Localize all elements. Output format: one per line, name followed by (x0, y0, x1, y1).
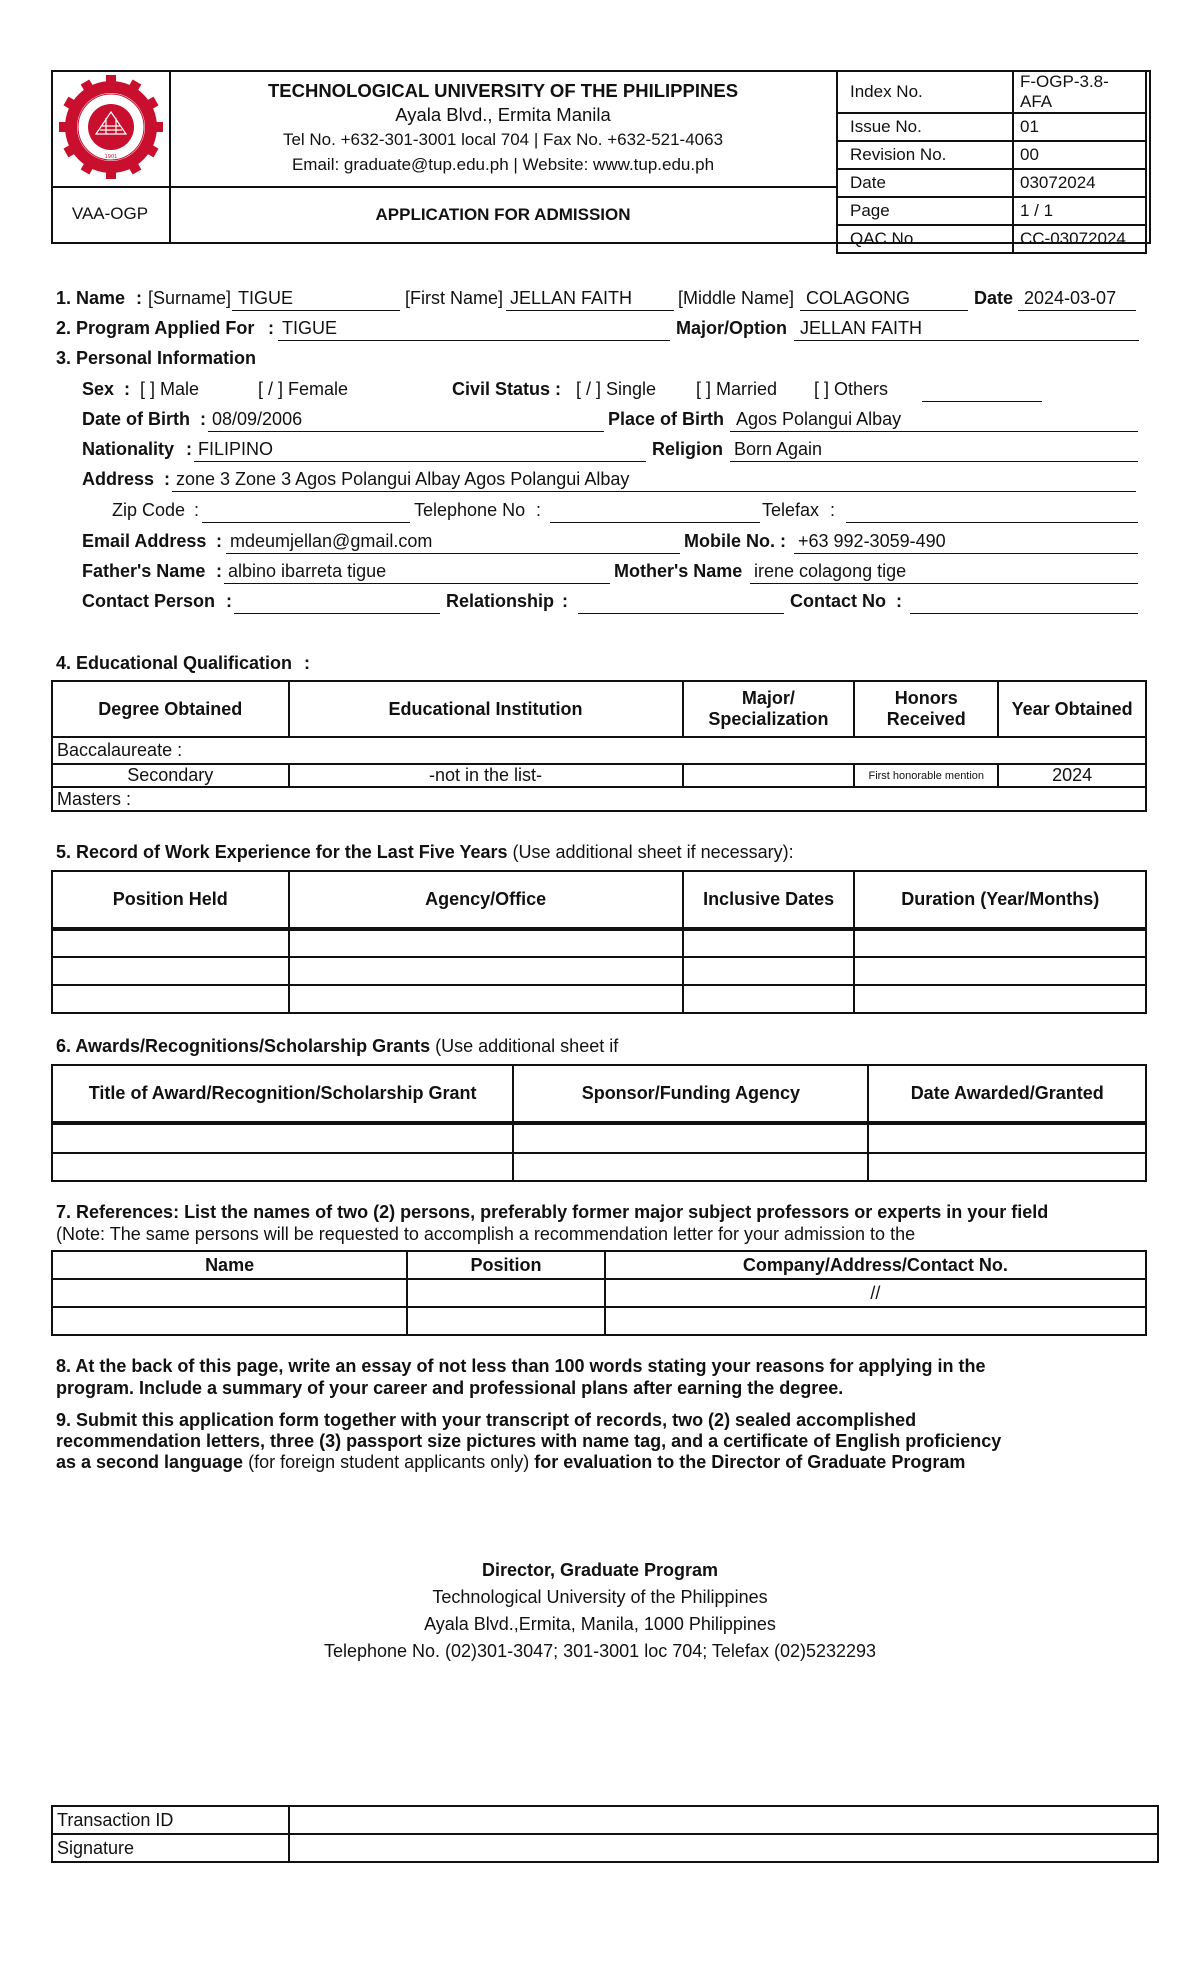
education-label: 4. Educational Qualification (56, 653, 293, 673)
major-option-value[interactable]: JELLAN FAITH (800, 318, 923, 338)
name-label: 1. Name (56, 288, 126, 308)
first-name-value[interactable]: JELLAN FAITH (510, 288, 633, 308)
header-row-divider (51, 186, 837, 188)
doc-info-label: Revision No. (837, 141, 1013, 169)
office-code: VAA-OGP (71, 204, 149, 223)
awards-table (51, 1064, 1147, 1182)
edu-secondary-year[interactable]: 2024 (998, 764, 1146, 787)
surname-value[interactable]: TIGUE (238, 288, 294, 308)
work-experience-table (51, 870, 1147, 1014)
zip-input[interactable] (202, 522, 410, 523)
table-row[interactable] (52, 929, 1146, 957)
edu-row-baccalaureate: Baccalaureate : (52, 737, 1146, 764)
others-input[interactable] (922, 401, 1042, 402)
pob-value[interactable]: Agos Polangui Albay (736, 409, 902, 429)
zip-colon: : (194, 500, 200, 520)
transaction-id-label: Transaction ID (52, 1806, 289, 1834)
relationship-input[interactable] (578, 613, 784, 614)
middle-name-value[interactable]: COLAGONG (806, 288, 911, 308)
table-row[interactable] (52, 957, 1146, 985)
work-experience-heading (56, 842, 794, 863)
table-row[interactable] (52, 1153, 1146, 1181)
father-colon: : (216, 561, 222, 581)
female-checkbox[interactable]: [ / ] Female (258, 379, 349, 399)
zip-label: Zip Code (112, 500, 186, 520)
mobile-label: Mobile No. : (684, 531, 786, 551)
single-checkbox[interactable]: [ / ] Single (576, 379, 657, 399)
university-contact: Tel No. +632-301-3001 local 704 | Fax No. +632-521-4063 (282, 130, 724, 149)
awards-header-date: Date Awarded/Granted (868, 1065, 1146, 1123)
doc-info-value: F-OGP-3.8-AFA (1013, 71, 1146, 113)
father-value[interactable]: albino ibarreta tigue (228, 561, 387, 581)
director-phone: Telephone No. (02)301-3047; 301-3001 loc 704; Telefax (02)5232293 (323, 1641, 877, 1661)
edu-secondary-degree[interactable]: Secondary (52, 764, 289, 787)
awards-label: 6. Awards/Recognitions/Scholarship Grants (56, 1036, 431, 1056)
relationship-colon: : (562, 591, 568, 611)
doc-info-value: 03072024 (1013, 169, 1146, 197)
ref-row1-company[interactable]: // (605, 1279, 1146, 1307)
edu-header-major: Major/ Specialization (683, 681, 855, 737)
nationality-label: Nationality (82, 439, 175, 459)
director-address: Ayala Blvd.,Ermita, Manila, 1000 Philippines (424, 1614, 776, 1634)
telefax-label: Telefax (762, 500, 820, 520)
doc-info-row (837, 169, 1146, 197)
edu-header-degree: Degree Obtained (52, 681, 289, 737)
program-colon: : (268, 318, 274, 338)
civil-status-label: Civil Status : (452, 379, 562, 399)
religion-label: Religion (652, 439, 723, 459)
telephone-colon: : (536, 500, 542, 520)
ref-header-company: Company/Address/Contact No. (605, 1251, 1146, 1279)
document-info-table (836, 70, 1147, 254)
address-value[interactable]: zone 3 Zone 3 Agos Polangui Albay Agos Polangui Albay (176, 469, 630, 489)
date-label: Date (974, 288, 1014, 308)
edu-secondary-major[interactable] (683, 764, 855, 787)
university-address: Ayala Blvd., Ermita Manila (395, 104, 611, 125)
university-email-web: Email: graduate@tup.edu.ph | Website: www.tup.edu.ph (291, 155, 715, 174)
table-row[interactable] (52, 1123, 1146, 1153)
edu-row-masters: Masters : (52, 787, 1146, 811)
submit-instruction-2: recommendation letters, three (3) passport size pictures with name tag, and a certificate of English proficiency (56, 1431, 1002, 1451)
doc-info-label: Index No. (837, 71, 1013, 113)
email-label: Email Address (82, 531, 207, 551)
doc-info-label: Issue No. (837, 113, 1013, 141)
awards-header-title: Title of Award/Recognition/Scholarship Grant (52, 1065, 513, 1123)
address-label: Address (82, 469, 155, 489)
svg-text:1901: 1901 (104, 154, 118, 160)
relationship-label: Relationship (446, 591, 555, 611)
male-checkbox[interactable]: [ ] Male (140, 379, 200, 399)
married-checkbox[interactable]: [ ] Married (696, 379, 778, 399)
director-title: Director, Graduate Program (481, 1560, 719, 1580)
dob-label: Date of Birth (82, 409, 190, 429)
work-header-dates: Inclusive Dates (683, 871, 855, 929)
contact-no-input[interactable] (910, 613, 1138, 614)
university-name: TECHNOLOGICAL UNIVERSITY OF THE PHILIPPINES (267, 80, 739, 101)
major-option-label: Major/Option (676, 318, 787, 338)
ref-header-name: Name (52, 1251, 407, 1279)
doc-info-row (837, 197, 1146, 225)
address-colon: : (164, 469, 170, 489)
references-note: (Note: The same persons will be requested to accomplish a recommendation letter for your admission to the (56, 1224, 916, 1244)
table-row[interactable] (52, 985, 1146, 1013)
doc-info-row (837, 113, 1146, 141)
submit-instruction-1: 9. Submit this application form together with your transcript of records, two (2) sealed accomplished (56, 1410, 917, 1430)
signature-label: Signature (52, 1834, 289, 1862)
awards-heading (56, 1036, 618, 1057)
work-experience-label: 5. Record of Work Experience for the Last Five Years (56, 842, 508, 862)
table-row[interactable] (52, 1279, 1146, 1307)
program-label: 2. Program Applied For (56, 318, 255, 338)
contact-person-colon: : (226, 591, 232, 611)
program-value[interactable]: TIGUE (282, 318, 338, 338)
religion-value[interactable]: Born Again (734, 439, 823, 459)
table-row (52, 764, 1146, 787)
contact-no-colon: : (896, 591, 902, 611)
others-checkbox[interactable]: [ ] Others (814, 379, 889, 399)
nationality-value[interactable]: FILIPINO (198, 439, 274, 459)
father-label: Father's Name (82, 561, 206, 581)
edu-header-honors: Honors Received (854, 681, 998, 737)
awards-header-sponsor: Sponsor/Funding Agency (513, 1065, 868, 1123)
doc-info-row (837, 141, 1146, 169)
contact-no-label: Contact No (790, 591, 886, 611)
education-colon: : (304, 653, 310, 673)
dob-colon: : (200, 409, 206, 429)
doc-info-row (837, 225, 1146, 253)
sex-label: Sex (82, 379, 115, 399)
mobile-value[interactable]: +63 992-3059-490 (798, 531, 946, 551)
ref-header-position: Position (407, 1251, 605, 1279)
doc-info-label: Date (837, 169, 1013, 197)
work-header-position: Position Held (52, 871, 289, 929)
transaction-id-field[interactable] (289, 1806, 1158, 1834)
doc-info-row (837, 71, 1146, 113)
doc-info-value: 01 (1013, 113, 1146, 141)
form-title: APPLICATION FOR ADMISSION (375, 205, 631, 224)
mother-value[interactable]: irene colagong tige (754, 561, 907, 581)
edu-header-year: Year Obtained (998, 681, 1146, 737)
middle-name-label: [Middle Name] (678, 288, 795, 308)
telefax-input[interactable] (846, 522, 1138, 523)
dob-value[interactable]: 08/09/2006 (212, 409, 303, 429)
references-table (51, 1250, 1147, 1336)
edu-secondary-honors[interactable]: First honorable mention (854, 764, 998, 787)
pob-label: Place of Birth (608, 409, 725, 429)
transaction-table (51, 1805, 1159, 1863)
signature-field[interactable] (289, 1834, 1158, 1862)
date-value[interactable]: 2024-03-07 (1024, 288, 1117, 308)
surname-label: [Surname] (148, 288, 232, 308)
work-header-duration: Duration (Year/Months) (854, 871, 1146, 929)
director-org: Technological University of the Philippines (432, 1587, 768, 1607)
essay-instruction-2: program. Include a summary of your career and professional plans after earning the degree. (56, 1378, 844, 1398)
work-experience-note: (Use additional sheet if necessary): (512, 842, 794, 862)
doc-info-value: 1 / 1 (1013, 197, 1146, 225)
submit-instruction-3: as a second language (for foreign student applicants only) for evaluation to the Director of Graduate Program (56, 1452, 966, 1472)
personal-info-label: 3. Personal Information (56, 348, 257, 368)
telefax-colon: : (830, 500, 836, 520)
contact-person-label: Contact Person (82, 591, 216, 611)
doc-info-label: QAC No. (837, 225, 1013, 253)
telephone-input[interactable] (550, 522, 760, 523)
education-table (51, 680, 1147, 812)
references-label: 7. References: List the names of two (2) persons, preferably former major subject professors or experts in your field (56, 1202, 1049, 1222)
table-row[interactable] (52, 1307, 1146, 1335)
work-header-agency: Agency/Office (289, 871, 683, 929)
doc-info-value: CC-03072024 (1013, 225, 1146, 253)
doc-info-label: Page (837, 197, 1013, 225)
telephone-label: Telephone No (414, 500, 526, 520)
mother-label: Mother's Name (614, 561, 743, 581)
contact-person-input[interactable] (234, 613, 440, 614)
email-value[interactable]: mdeumjellan@gmail.com (230, 531, 433, 551)
first-name-label: [First Name] (405, 288, 504, 308)
sex-colon: : (124, 379, 130, 399)
nationality-colon: : (186, 439, 192, 459)
name-colon: : (136, 288, 142, 308)
doc-info-value: 00 (1013, 141, 1146, 169)
email-colon: : (216, 531, 222, 551)
edu-header-institution: Educational Institution (289, 681, 683, 737)
edu-secondary-institution[interactable]: -not in the list- (289, 764, 683, 787)
university-logo (58, 74, 164, 180)
essay-instruction-1: 8. At the back of this page, write an essay of not less than 100 words stating your reasons for applying in the (56, 1356, 986, 1376)
awards-note: (Use additional sheet if (435, 1036, 619, 1056)
